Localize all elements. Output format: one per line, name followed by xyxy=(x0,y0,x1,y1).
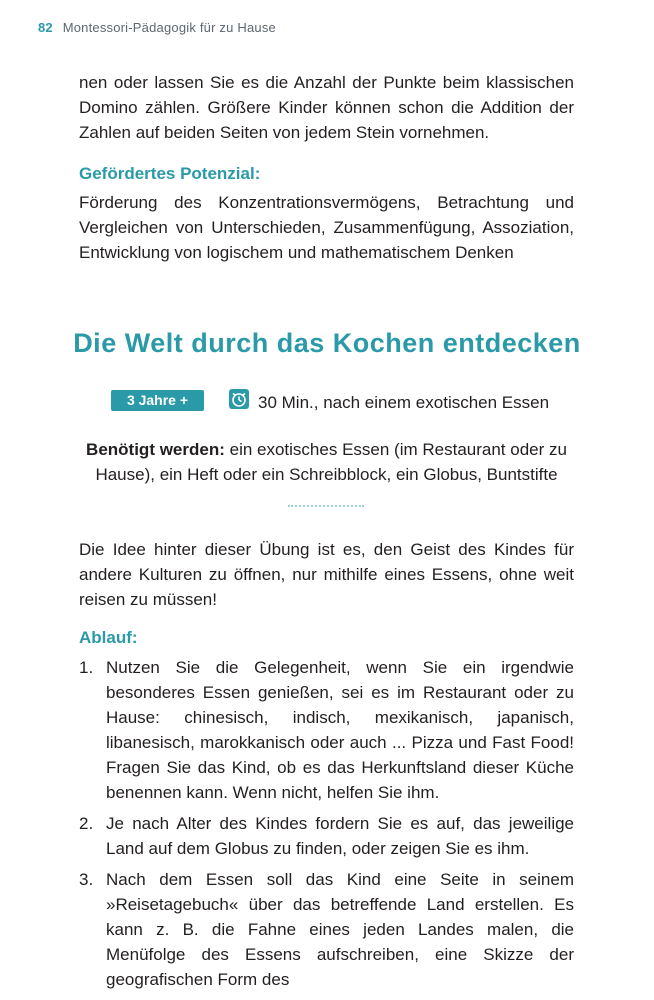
step-item xyxy=(79,867,574,992)
step-number: 1. xyxy=(79,658,94,677)
step-item xyxy=(79,655,574,805)
running-title: Montessori-Pädagogik für zu Hause xyxy=(62,20,276,35)
materials-needed xyxy=(79,437,574,487)
step-text: Nutzen Sie die Gelegenheit, wenn Sie ein irgendwie besonderes Essen genießen, sei es im Restaurant oder zu Hause: chinesisch, indisch, mexikanisch, japanisch, libanesisch, marokkanisch oder auch ... Pizza und Fast Food! Fragen Sie das Kind, ob es das Herkunftsland dieser Küche benennen kann. Wenn nicht, helfen Sie ihm. xyxy=(106,658,574,802)
intro-paragraph: nen oder lassen Sie es die Anzahl der Punkte beim klassischen Domino zählen. Größere Kinder können schon die Addition der Zahlen auf beiden Seiten von jedem Stein vornehmen. xyxy=(79,73,574,142)
page-number: 82 xyxy=(38,20,53,35)
step-text: Nach dem Essen soll das Kind eine Seite in seinem »Reisetagebuch« über das betreffende Land erstellen. Es kann z. B. die Fahne eines jeden Landes malen, die Menüfolge des Essens aufschreiben, eine Skizze der geografischen Form des xyxy=(106,870,574,989)
materials-text: ein exotisches Essen (im Restaurant oder zu Hause), ein Heft oder ein Schreibblock, ein Globus, Buntstifte xyxy=(95,440,567,484)
time-text: 30 Min., nach einem exotischen Essen xyxy=(258,393,550,412)
step-text: Je nach Alter des Kindes fordern Sie es auf, das jeweilige Land auf dem Globus zu finden, oder zeigen Sie es ihm. xyxy=(106,814,574,858)
exercise-title: Die Welt durch das Kochen entdecken xyxy=(73,328,581,358)
potential-heading: Gefördertes Potenzial: xyxy=(79,164,261,183)
step-number: 3. xyxy=(79,870,94,889)
potential-text: Förderung des Konzentrationsvermögens, Betrachtung und Vergleichen von Unterschieden, Zusammenfügung, Assoziation, Entwicklung von logischem und mathematischem Denken xyxy=(79,193,574,262)
step-number: 2. xyxy=(79,814,94,833)
divider xyxy=(288,505,364,507)
step-item xyxy=(79,811,574,861)
age-badge: 3 Jahre + xyxy=(111,390,204,411)
procedure-heading: Ablauf: xyxy=(79,628,138,647)
clock-icon xyxy=(228,388,250,410)
running-header xyxy=(38,20,276,35)
materials-label: Benötigt werden: xyxy=(86,440,225,459)
idea-paragraph: Die Idee hinter dieser Übung ist es, den Geist des Kindes für andere Kulturen zu öffnen, nur mithilfe eines Essens, ohne weit reisen zu müssen! xyxy=(79,540,574,609)
procedure-steps xyxy=(79,655,574,998)
